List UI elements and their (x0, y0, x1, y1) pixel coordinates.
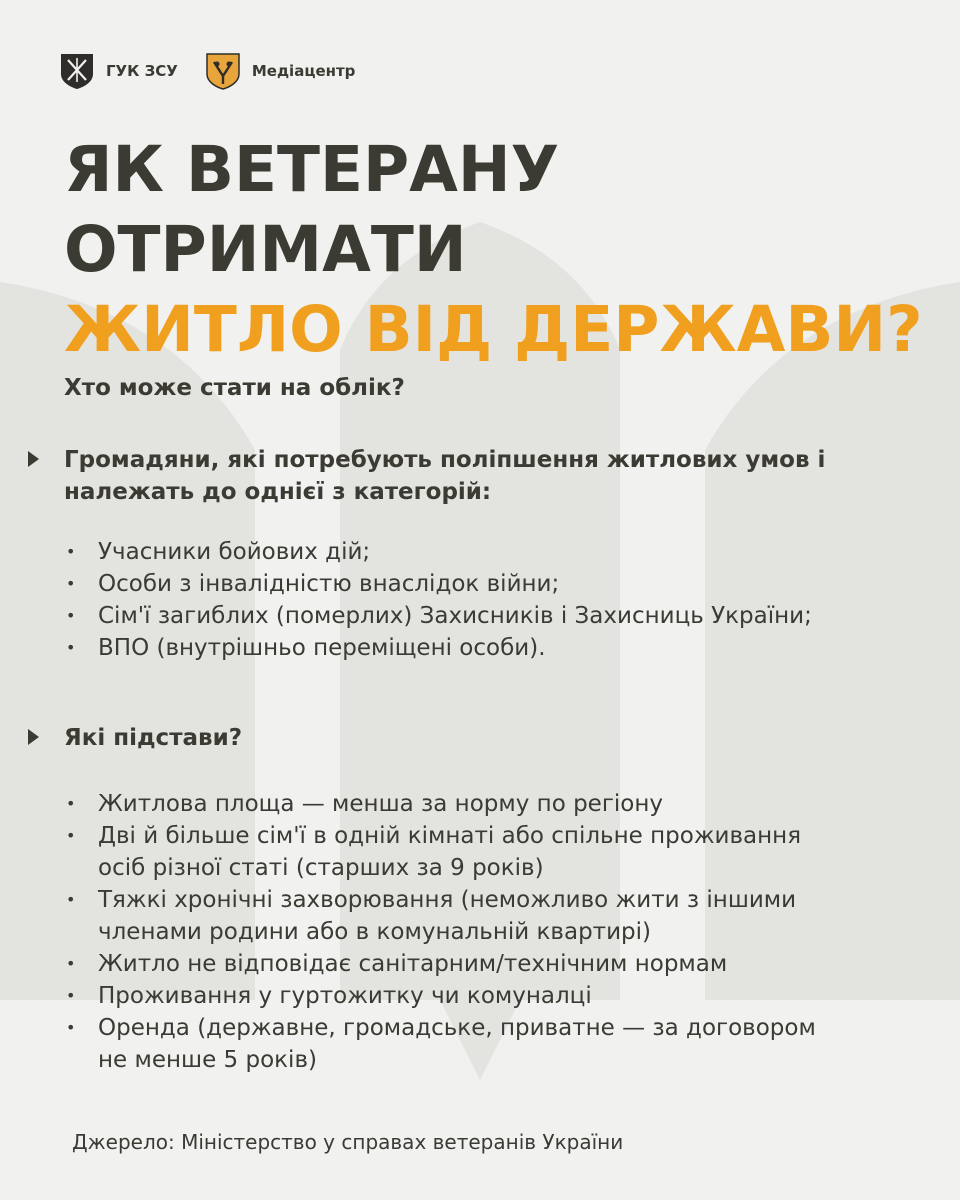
gsh-logo (60, 52, 178, 90)
list-item: • Оренда (державне, громадське, приватне — за договором не менше 5 років) (64, 1012, 816, 1076)
title-line-1: ЯК ВЕТЕРАНУ ОТРИМАТИ (64, 133, 560, 286)
section-grounds-heading-text: Які підстави? (64, 725, 243, 751)
list-item: • Учасники бойових дій; (64, 536, 812, 568)
list-item: • Житлова площа — менша за норму по регіону (64, 788, 816, 820)
triangle-bullet-icon (28, 729, 39, 745)
question-heading: Хто може стати на облік? (64, 375, 405, 401)
list-item: • Особи з інвалідністю внаслідок війни; (64, 568, 812, 600)
page-title (64, 130, 960, 370)
section-grounds-heading (28, 722, 242, 754)
section-categories-heading-line-1: Громадяни, які потребують поліпшення житлових умов і (64, 447, 826, 473)
list-item: • Дві й більше сім'ї в одній кімнаті або спільне проживання осіб різної статі (старших за 9 років) (64, 820, 816, 884)
section-grounds (28, 722, 242, 754)
list-item: • ВПО (внутрішньо переміщені особи). (64, 632, 812, 664)
mediacenter-logo-label: Медіацентр (251, 62, 356, 80)
gsh-shield-icon (60, 52, 94, 90)
mediacenter-shield-icon (206, 52, 240, 90)
list-item: • Сім'ї загиблих (померлих) Захисників і Захисниць України; (64, 600, 812, 632)
list-item: • Житло не відповідає санітарним/технічним нормам (64, 948, 816, 980)
source-note: Джерело: Міністерство у справах ветеранів України (72, 1130, 624, 1154)
triangle-bullet-icon (28, 451, 39, 467)
header (60, 52, 383, 90)
list-item: • Тяжкі хронічні захворювання (неможливо жити з іншими членами родини або в комунальній квартирі) (64, 884, 816, 948)
title-line-2: ЖИТЛО ВІД ДЕРЖАВИ? (64, 293, 923, 366)
section-categories (28, 444, 825, 508)
list-item: • Проживання у гуртожитку чи комуналці (64, 980, 816, 1012)
section-categories-heading-text (64, 444, 825, 508)
categories-list (64, 536, 812, 664)
section-categories-heading-line-2: належать до однієї з категорій: (64, 479, 492, 505)
section-categories-heading (28, 444, 825, 508)
grounds-list (64, 788, 816, 1076)
gsh-logo-label: ГУК ЗСУ (106, 62, 178, 80)
mediacenter-logo (206, 52, 356, 90)
